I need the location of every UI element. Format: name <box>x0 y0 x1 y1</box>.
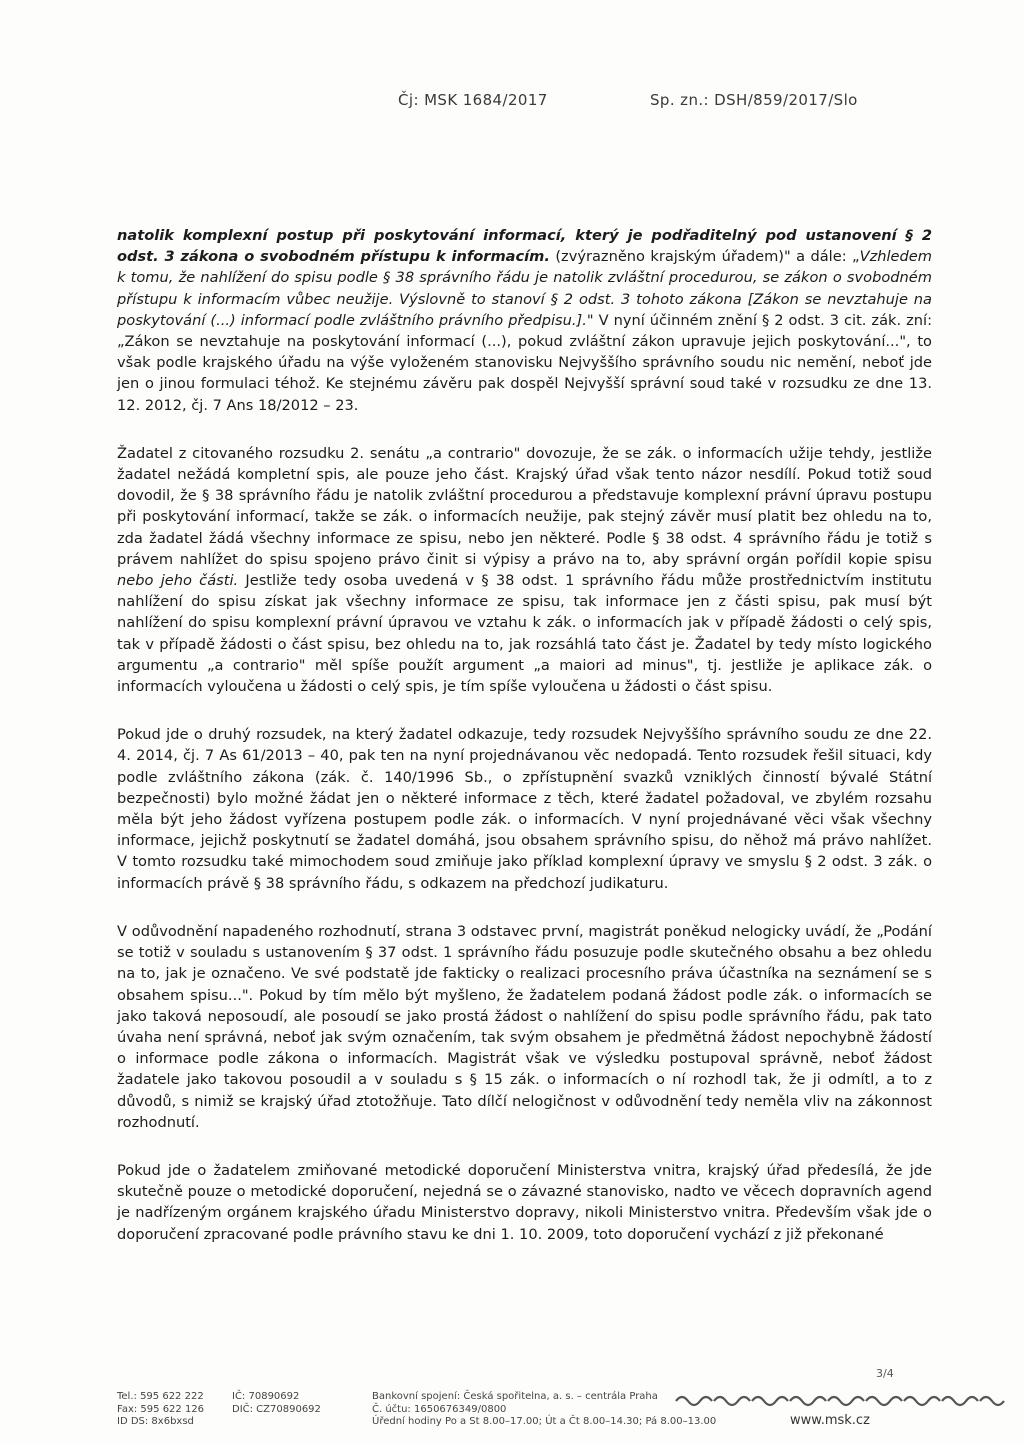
paragraph-2-text: Žadatel z citovaného rozsudku 2. senátu „a contrario" dovozuje, že se zák. o informacích užije tehdy, jestliže žadatel nežádá kompletní spis, ale pouze jeho část. Krajský úřad však tento názor nesdílí. Pokud totiž soud dovodil, že § 38 správního řádu je natolik zvláštní procedurou a představuje komplexní právní úpravu postupu při poskytování informací, takže se zák. o informacích neužije, pak stejný závěr musí platit bez ohledu na to, zda žadatel žádá všechny informace ze spisu, nebo jen některé. Podle § 38 odst. 4 správního řádu je totiž s právem nahlížet do spisu spojeno právo činit si výpisy a právo na to, aby správní orgán pořídil kopie spisu <box>117 444 932 568</box>
document-header <box>0 91 1024 113</box>
footer-fax: Fax: 595 622 126 <box>117 1403 205 1415</box>
page-number: 3/4 <box>876 1367 894 1380</box>
footer-bank <box>372 1391 716 1429</box>
paragraph-2 <box>117 443 932 697</box>
paragraph-1 <box>117 225 932 416</box>
footer-ids-block <box>232 1391 321 1416</box>
footer-contact <box>117 1391 204 1429</box>
bold-emphasis: natolik komplexní postup při poskytování informací, který je podřaditelný pod ustanovení § 2 odst. 3 zákona o svobodném přístupu k informacím. <box>117 227 932 266</box>
website-link[interactable]: www.msk.cz <box>790 1413 870 1428</box>
paragraph-2-rest: Jestliže tedy osoba uvedená v § 38 odst. 1 správního řádu může prostřednictvím institutu nahlížení do spisu získat jak všechny informace ze spisu, tak informace jen z části spisu, pak musí být nahlížení do spisu komplexní právní úpravou ve vztahu k zák. o informacích jak v případě žádosti o celý spis, tak v případě žádosti o část spisu, bez ohledu na to, jak rozsáhlá tato část je. Žadatel by tedy místo logického argumentu „a contrario" měl spíše použít argument „a maiori ad minus", tj. jestliže je aplikace zák. o informacích vyloučena u žádosti o celý spis, je tím spíše vyloučena u žádosti o část spisu. <box>117 572 932 696</box>
page-footer <box>0 1391 1024 1439</box>
paragraph-3: Pokud jde o druhý rozsudek, na který žadatel odkazuje, tedy rozsudek Nejvyššího správního soudu ze dne 22. 4. 2014, čj. 7 As 61/2013 – 40, pak ten na nyní projednávanou věc nedopadá. Tento rozsudek řešil situaci, kdy podle zvláštního zákona (zák. č. 140/1996 Sb., o zpřístupnění svazků vzniklých činností bývalé Státní bezpečnosti) bylo možné žádat jen o některé informace z těch, které žadatel požadoval, ve zbylém rozsahu měla být jeho žádost vyřízena postupem podle zák. o informacích. V nyní projednávané věci však všechny informace, jejichž poskytnutí se žadatel domáhá, jsou obsahem správního spisu, do něhož má právo nahlížet. V tomto rozsudku také mimochodem soud zmiňuje jako příklad komplexní úpravy ve smyslu § 2 odst. 3 zák. o informacích právě § 38 správního řádu, s odkazem na předchozí judikaturu. <box>117 726 932 892</box>
paragraph-5: Pokud jde o žadatelem zmiňované metodické doporučení Ministerstva vnitra, krajský úřad předesílá, že jde skutečně pouze o metodické doporučení, nejedná se o závazné stanovisko, nadto ve věcech dopravních agend je nadřízeným orgánem krajského úřadu Ministerstvo dopravy, nikoli Ministerstvo vnitra. Především však jde o doporučení zpracované podle právního stavu ke dni 1. 10. 2009, toto doporučení vychází z již překonané <box>117 1161 932 1243</box>
paragraph-1-rest: " V nyní účinném znění § 2 odst. 3 cit. zák. zní: „Zákon se nevztahuje na poskytování informací (...), pokud zvláštní zákon upravuje jejich poskytování...", to však podle krajského úřadu na výše vyloženém stanovisku Nejvyššího správního soudu nic nemění, neboť jde jen o jinou formulaci téhož. Ke stejnému závěru pak dospěl Nejvyšší správní soud také v rozsudku ze dne 13. 12. 2012, čj. 7 Ans 18/2012 – 23. <box>117 311 932 414</box>
footer-bank-name: Bankovní spojení: Česká spořitelna, a. s. – centrála Praha <box>372 1391 658 1402</box>
file-mark: Sp. zn.: DSH/859/2017/Slo <box>650 91 858 109</box>
paragraph-1-text: (zvýrazněno krajským úřadem)" a dále: „ <box>549 248 860 266</box>
paragraph-4: V odůvodnění napadeného rozhodnutí, strana 3 odstavec první, magistrát poněkud nelogicky uvádí, že „Podání se totiž v souladu s ustanovením § 37 odst. 1 správního řádu posuzuje podle skutečného obsahu a bez ohledu na to, jak je označeno. Ve své podstatě jde fakticky o realizaci procesního práva účastníka na seznámení se s obsahem spisu...". Pokud by tím mělo být myšleno, že žadatelem podaná žádost podle zák. o informacích se jako taková neposoudí, ale posoudí se jako prostá žádost o nahlížení do spisu podle správního řádu, pak tato úvaha není správná, neboť jak svým označením, tak svým obsahem je předmětná žádost nepochybně žádostí o informace podle zákona o informacích. Magistrát však ve výsledku postupoval správně, neboť žádost žadatele jako takovou posoudil a v souladu s § 15 zák. o informacích o ní rozhodl tak, že ji odmítl, a to z důvodů, s nimiž se krajský úřad ztotožňuje. Tato dílčí nelogičnost v odůvodnění tedy neměla vliv na zákonnost rozhodnutí. <box>117 922 932 1131</box>
region-logo-icon <box>672 1391 1014 1411</box>
reference-number: Čj: MSK 1684/2017 <box>398 91 548 109</box>
italic-phrase: nebo jeho části. <box>117 572 239 590</box>
footer-ic: IČ: 70890692 <box>232 1391 300 1402</box>
footer-tel: Tel.: 595 622 222 <box>117 1391 204 1402</box>
italic-quote: Vzhledem k tomu, že nahlížení do spisu podle § 38 správního řádu je natolik zvláštní procedurou, se zákon o svobodném přístupu k informacím vůbec neužije. Výslovně to stanoví § 2 odst. 3 tohoto zákona [Zákon se nevztahuje na poskytování (...) informací podle zvláštního právního předpisu.]. <box>117 248 932 329</box>
document-body <box>117 225 932 1272</box>
footer-dic: DIČ: CZ70890692 <box>232 1403 321 1415</box>
footer-ids: ID DS: 8x6bxsd <box>117 1416 194 1427</box>
footer-account: Č. účtu: 1650676349/0800 <box>372 1403 507 1415</box>
footer-hours: Úřední hodiny Po a St 8.00–17.00; Út a Čt 8.00–14.30; Pá 8.00–13.00 <box>372 1416 717 1427</box>
